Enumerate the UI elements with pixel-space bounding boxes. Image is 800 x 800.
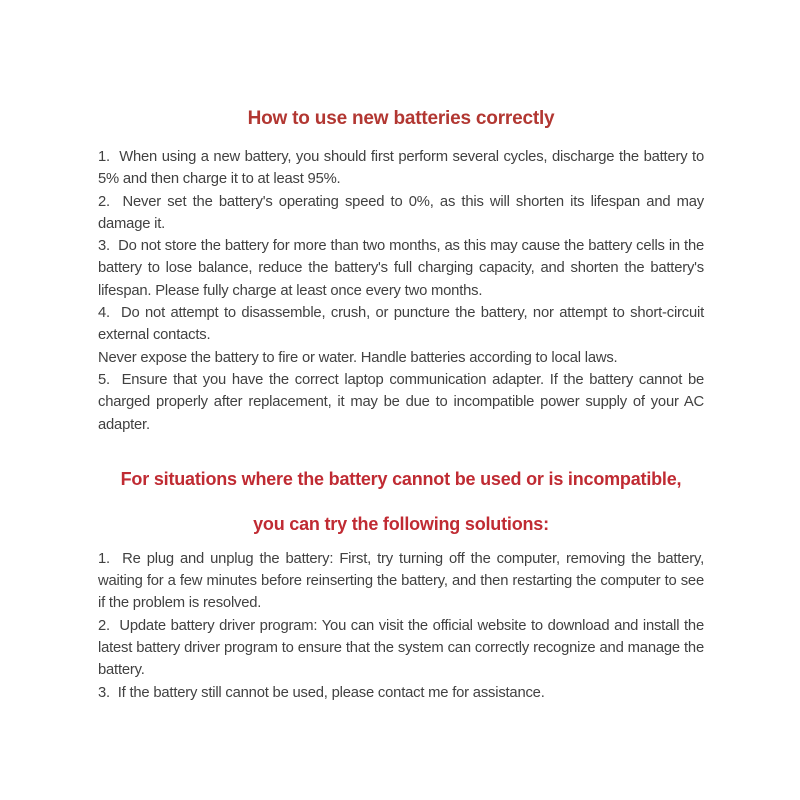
usage-warning-line: Never expose the battery to fire or water. Handle batteries according to local laws. [98,349,618,366]
usage-item-4: 4. Do not attempt to disassemble, crush, or puncture the battery, nor attempt to short-circuit external contacts. [98,305,704,344]
troubleshooting-solutions-list [98,548,704,704]
solution-item-2: 2. Update battery driver program: You can visit the official website to download and install the latest battery driver program to ensure that the system can correctly recognize and manage the battery. [98,617,704,679]
troubleshooting-section-title-line1: For situations where the battery cannot be used or is incompatible, [120,468,682,489]
usage-instructions-list [98,146,704,436]
troubleshooting-section-title-line2: you can try the following solutions: [253,513,549,534]
usage-item-5: 5. Ensure that you have the correct laptop communication adapter. If the battery cannot be charged properly after replacement, it may be due to incompatible power supply of your AC adapter. [98,371,704,433]
solution-item-3: 3. If the battery still cannot be used, please contact me for assistance. [98,684,545,701]
usage-item-2: 2. Never set the battery's operating speed to 0%, as this will shorten its lifespan and may damage it. [98,193,704,232]
usage-item-3: 3. Do not store the battery for more than two months, as this may cause the battery cells in the battery to lose balance, reduce the battery's full charging capacity, and shorten the battery's lifespan. Please fully charge at least once every two months. [98,238,704,299]
usage-item-1: 1. When using a new battery, you should first perform several cycles, discharge the battery to 5% and then charge it to at least 95%. [98,149,704,188]
usage-section-title: How to use new batteries correctly [247,108,555,129]
solution-item-1: 1. Re plug and unplug the battery: First, try turning off the computer, removing the battery, waiting for a few minutes before reinserting the battery, and then restarting the computer to see if the problem is resolved. [98,550,704,612]
